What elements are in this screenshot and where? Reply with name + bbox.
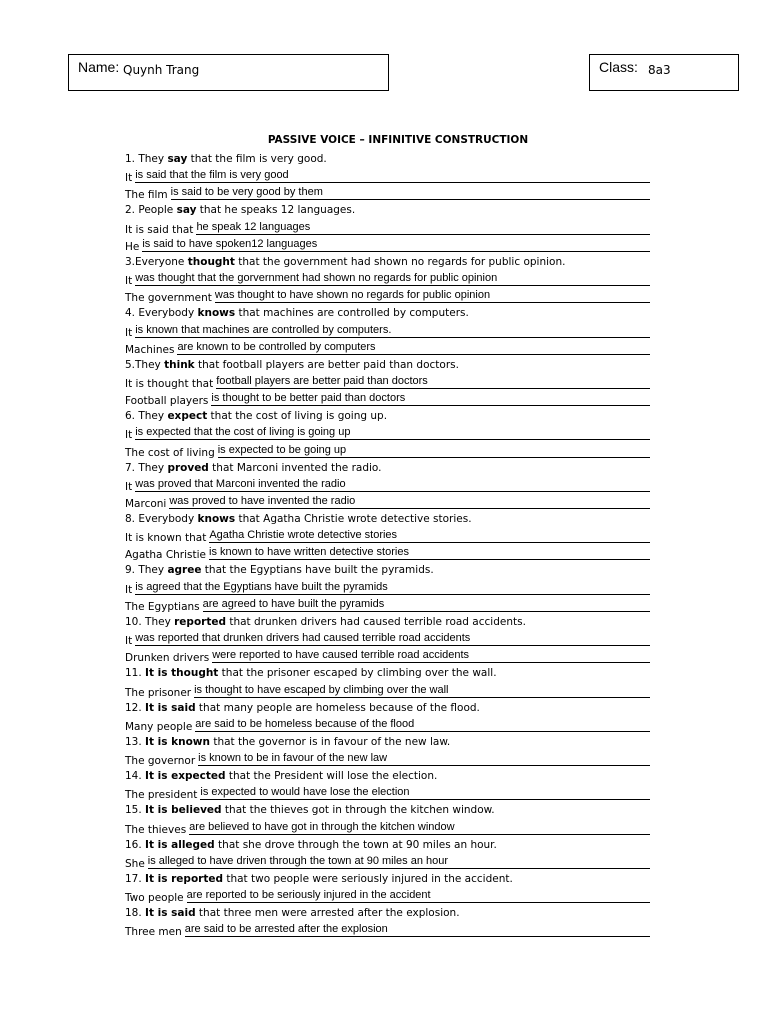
question-text: 2. People: [125, 204, 177, 217]
question-keyword: It is expected: [145, 770, 226, 783]
answer-field[interactable]: are reported to be seriously injured in the accident: [187, 889, 650, 903]
answer-prefix: The Egyptians: [125, 600, 200, 613]
answer-line: [125, 477, 650, 494]
answer-line: [125, 340, 650, 357]
answer-field[interactable]: is expected that the cost of living is going up: [135, 426, 650, 440]
answer-field[interactable]: is expected to be going up: [218, 444, 650, 458]
question-text: 17.: [125, 872, 146, 885]
question-keyword: knows: [197, 512, 236, 525]
question-text: 18.: [125, 907, 146, 920]
answer-field[interactable]: is thought to have escaped by climbing over the wall: [194, 684, 650, 698]
answer-field[interactable]: is known to be in favour of the new law: [198, 752, 650, 766]
question-keyword: proved: [167, 461, 209, 474]
answer-line: [125, 785, 650, 802]
answer-line: [125, 237, 650, 254]
question-keyword: knows: [197, 307, 236, 320]
answer-field[interactable]: are agreed to have built the pyramids: [203, 598, 650, 612]
answer-line: [125, 682, 650, 699]
answer-field[interactable]: is known to have written detective stories: [209, 546, 650, 560]
answer-prefix: It: [125, 583, 133, 596]
answer-line: [125, 374, 650, 391]
answer-field[interactable]: is expected to would have lose the election: [200, 786, 650, 800]
question-text: that three men were arrested after the explosion.: [195, 907, 460, 920]
question-keyword: It is known: [145, 735, 210, 748]
answer-prefix: Marconi: [125, 497, 167, 510]
answer-line: [125, 580, 650, 597]
question-text: that machines are controlled by computers.: [235, 307, 469, 320]
worksheet-title: PASSIVE VOICE – INFINITIVE CONSTRUCTION: [267, 134, 529, 146]
answer-field[interactable]: is said that the film is very good: [135, 169, 650, 183]
answer-line: [125, 494, 650, 511]
answer-field[interactable]: is alleged to have driven through the town at 90 miles an hour: [148, 855, 650, 869]
question-text: 8. Everybody: [125, 512, 198, 525]
answer-prefix: It is known that: [125, 532, 207, 545]
answer-prefix: He: [125, 240, 140, 253]
question-text: that the prisoner escaped by climbing over the wall.: [218, 667, 497, 680]
answer-line: [125, 819, 650, 836]
question-text: that football players are better paid than doctors.: [194, 358, 459, 371]
answer-prefix: Football players: [125, 395, 209, 408]
question-text: 9. They: [125, 564, 168, 577]
answer-line: [125, 528, 650, 545]
question-text: 5.They: [125, 358, 165, 371]
answer-field[interactable]: was proved to have invented the radio: [169, 495, 650, 509]
question-13: [125, 734, 650, 751]
question-keyword: thought: [187, 255, 235, 268]
answer-prefix: It: [125, 635, 133, 648]
question-4: [125, 305, 650, 322]
answer-field[interactable]: were reported to have caused terrible road accidents: [212, 649, 650, 663]
answer-field[interactable]: are known to be controlled by computers: [177, 341, 650, 355]
question-text: 11.: [125, 667, 146, 680]
answer-line: [125, 922, 650, 939]
class-box: [589, 54, 739, 91]
answer-line: [125, 391, 650, 408]
answer-field[interactable]: are said to be arrested after the explosion: [185, 923, 650, 937]
class-name: 8a3: [648, 63, 671, 77]
answer-line: [125, 425, 650, 442]
answer-prefix: The government: [125, 292, 212, 305]
answer-line: [125, 168, 650, 185]
answer-prefix: The governor: [125, 755, 196, 768]
student-name: Quynh Trang: [123, 63, 200, 77]
answer-prefix: It: [125, 480, 133, 493]
question-16: [125, 837, 650, 854]
answer-prefix: The president: [125, 789, 198, 802]
answer-line: [125, 751, 650, 768]
answer-field[interactable]: was thought to have shown no regards for public opinion: [215, 289, 650, 303]
question-keyword: It is alleged: [145, 838, 215, 851]
question-6: [125, 408, 650, 425]
exercise-list: [125, 151, 650, 939]
question-text: that the President will lose the election.: [225, 770, 438, 783]
question-18: [125, 905, 650, 922]
answer-prefix: The cost of living: [125, 446, 215, 459]
question-text: 4. Everybody: [125, 307, 198, 320]
answer-field[interactable]: was proved that Marconi invented the radio: [135, 478, 650, 492]
answer-field[interactable]: is known that machines are controlled by computers.: [135, 324, 650, 338]
question-text: that two people were seriously injured in the accident.: [223, 872, 513, 885]
question-15: [125, 802, 650, 819]
question-keyword: It is said: [145, 907, 196, 920]
question-text: that he speaks 12 languages.: [196, 204, 356, 217]
question-text: 15.: [125, 804, 146, 817]
question-text: that many people are homeless because of the flood.: [195, 701, 480, 714]
question-9: [125, 562, 650, 579]
question-text: that Marconi invented the radio.: [208, 461, 382, 474]
question-10: [125, 614, 650, 631]
answer-line: [125, 288, 650, 305]
answer-line: [125, 648, 650, 665]
question-12: [125, 700, 650, 717]
answer-line: [125, 717, 650, 734]
question-keyword: reported: [174, 615, 226, 628]
answer-field[interactable]: was thought that the gorvernment had shown no regards for public opinion: [135, 272, 650, 286]
question-14: [125, 768, 650, 785]
answer-field[interactable]: is said to have spoken12 languages: [142, 238, 650, 252]
question-text: 14.: [125, 770, 146, 783]
question-text: that Agatha Christie wrote detective stories.: [235, 512, 472, 525]
answer-field[interactable]: are said to be homeless because of the flood: [195, 718, 650, 732]
question-keyword: It is thought: [145, 667, 219, 680]
answer-prefix: The thieves: [125, 823, 187, 836]
answer-line: [125, 271, 650, 288]
answer-field[interactable]: is said to be very good by them: [171, 186, 650, 200]
answer-line: [125, 442, 650, 459]
answer-prefix: It is thought that: [125, 377, 214, 390]
answer-field[interactable]: are believed to have got in through the kitchen window: [189, 821, 650, 835]
answer-field[interactable]: he speak 12 languages: [196, 221, 650, 235]
answer-prefix: The prisoner: [125, 686, 192, 699]
question-text: that drunken drivers had caused terrible road accidents.: [226, 615, 526, 628]
answer-field[interactable]: football players are better paid than doctors: [216, 375, 650, 389]
answer-prefix: It: [125, 172, 133, 185]
question-8: [125, 511, 650, 528]
answer-line: [125, 322, 650, 339]
question-text: 7. They: [125, 461, 168, 474]
question-3: [125, 254, 650, 271]
question-text: 12.: [125, 701, 146, 714]
answer-line: [125, 631, 650, 648]
question-text: that the Egyptians have built the pyramids.: [201, 564, 434, 577]
answer-field[interactable]: is thought to be better paid than doctors: [211, 392, 650, 406]
question-text: 13.: [125, 735, 146, 748]
question-7: [125, 460, 650, 477]
question-text: that the thieves got in through the kitchen window.: [221, 804, 495, 817]
question-keyword: It is reported: [145, 872, 223, 885]
answer-prefix: It: [125, 429, 133, 442]
question-keyword: It is said: [145, 701, 196, 714]
question-keyword: agree: [167, 564, 202, 577]
answer-prefix: It: [125, 326, 133, 339]
question-text: that she drove through the town at 90 miles an hour.: [214, 838, 497, 851]
question-2: [125, 202, 650, 219]
answer-line: [125, 854, 650, 871]
answer-field[interactable]: Agatha Christie wrote detective stories: [209, 529, 650, 543]
question-text: 3.Everyone: [125, 255, 188, 268]
question-text: 16.: [125, 838, 146, 851]
answer-prefix: Three men: [125, 926, 182, 939]
question-text: that the governor is in favour of the new law.: [209, 735, 451, 748]
question-5: [125, 357, 650, 374]
question-keyword: expect: [167, 410, 208, 423]
answer-prefix: Many people: [125, 720, 193, 733]
question-17: [125, 871, 650, 888]
question-keyword: say: [176, 204, 197, 217]
answer-line: [125, 220, 650, 237]
class-label: Class:: [599, 59, 638, 75]
question-keyword: It is believed: [145, 804, 222, 817]
name-box: [68, 54, 389, 91]
answer-line: [125, 545, 650, 562]
answer-prefix: Machines: [125, 343, 175, 356]
answer-prefix: It: [125, 275, 133, 288]
answer-prefix: She: [125, 857, 145, 870]
answer-prefix: It is said that: [125, 223, 194, 236]
answer-prefix: The film: [125, 189, 168, 202]
question-keyword: say: [167, 153, 188, 165]
answer-prefix: Agatha Christie: [125, 549, 207, 562]
question-keyword: think: [164, 358, 195, 371]
question-text: 1. They: [125, 153, 168, 165]
question-text: that the film is very good.: [187, 153, 327, 165]
question-11: [125, 665, 650, 682]
question-text: that the cost of living is going up.: [207, 410, 388, 423]
answer-prefix: Drunken drivers: [125, 652, 210, 665]
answer-line: [125, 597, 650, 614]
question-1: [125, 151, 650, 168]
answer-prefix: Two people: [125, 892, 184, 905]
question-text: 10. They: [125, 615, 175, 628]
question-text: that the government had shown no regards for public opinion.: [234, 255, 566, 268]
answer-line: [125, 185, 650, 202]
answer-field[interactable]: is agreed that the Egyptians have built the pyramids: [135, 581, 650, 595]
name-label: Name:: [78, 59, 120, 75]
question-text: 6. They: [125, 410, 168, 423]
answer-field[interactable]: was reported that drunken drivers had caused terrible road accidents: [135, 632, 650, 646]
answer-line: [125, 888, 650, 905]
